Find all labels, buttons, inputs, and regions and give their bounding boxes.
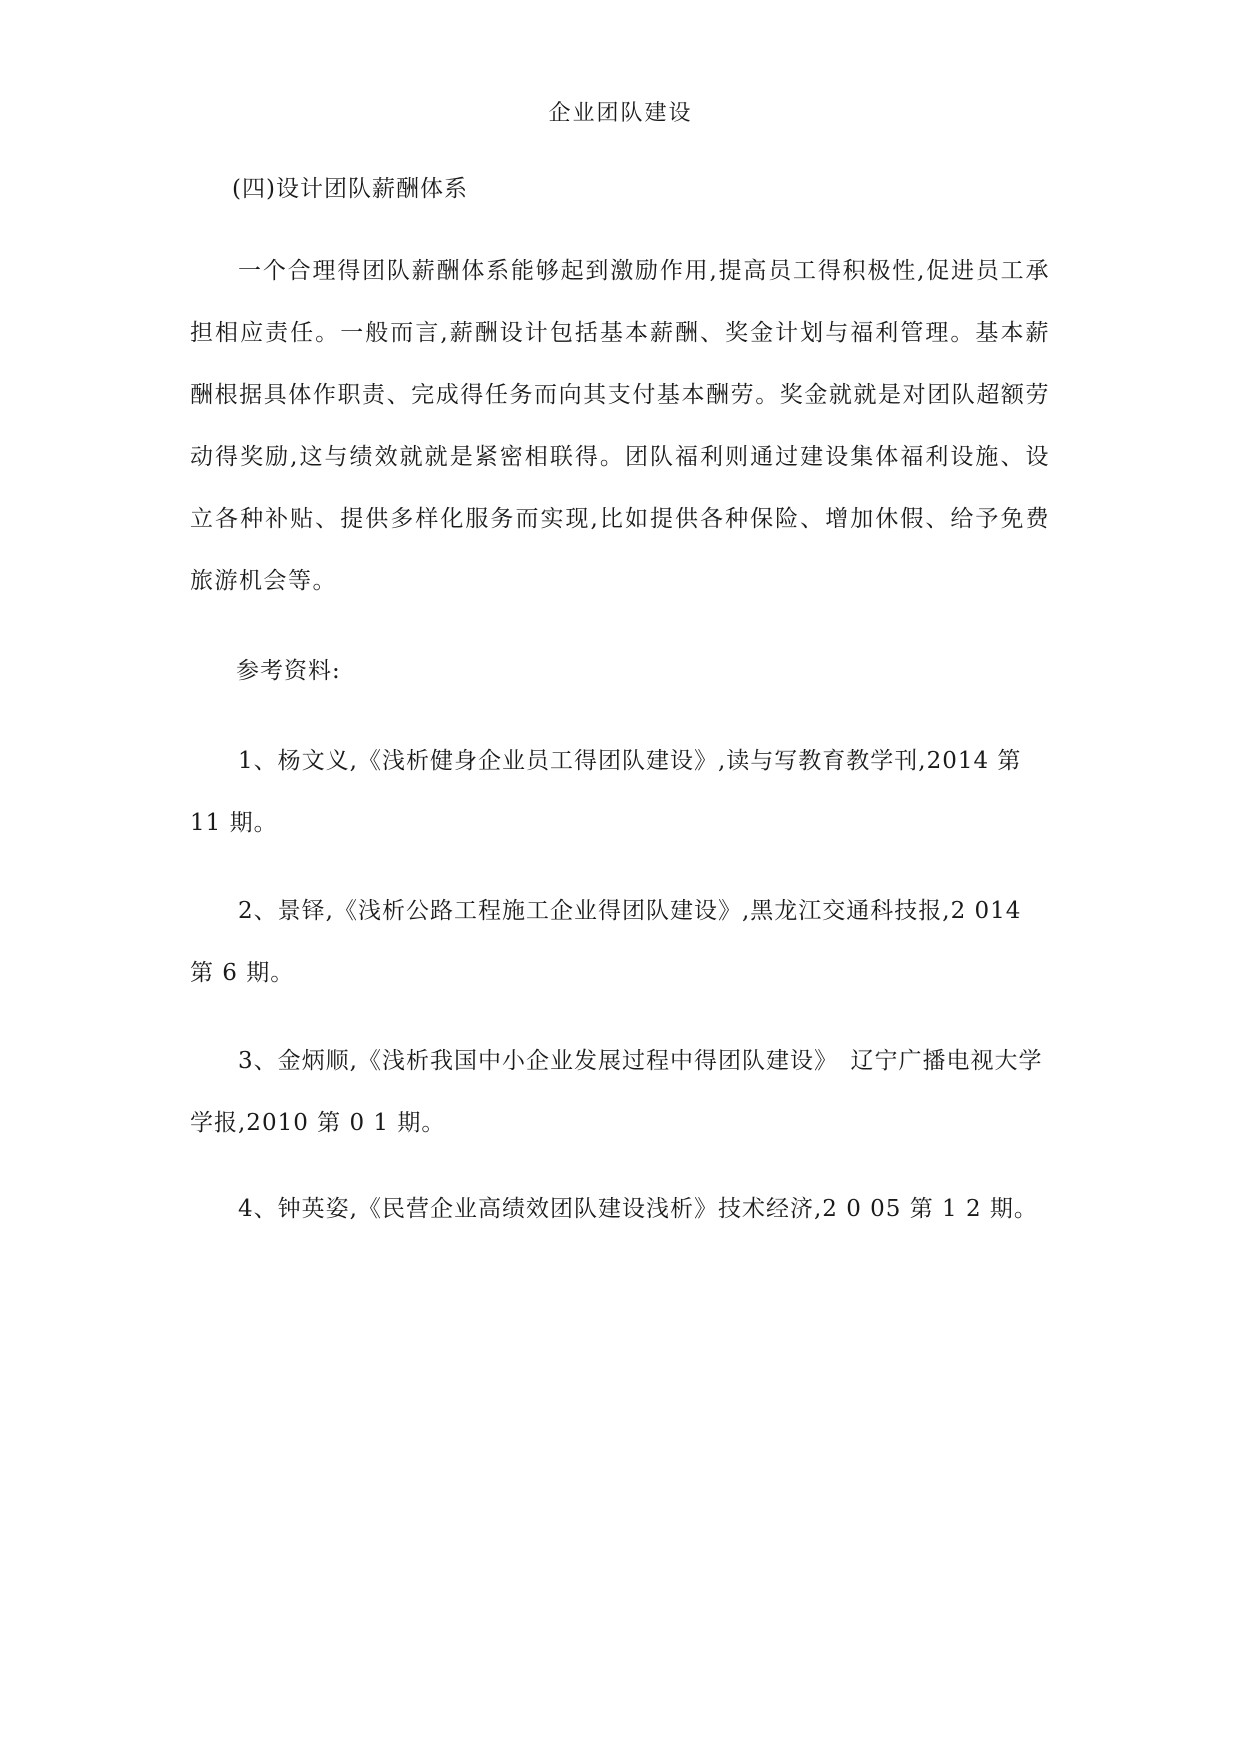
reference-item-1: 1、杨文义,《浅析健身企业员工得团队建设》,读与写教育教学刊,2014 第 11 期。: [190, 748, 1022, 836]
section-heading: (四)设计团队薪酬体系: [232, 176, 468, 202]
reference-item-2: 2、景铎,《浅析公路工程施工企业得团队建设》,黑龙江交通科技报,2 014 第 6 期。: [190, 898, 1022, 986]
body-paragraph: 一个合理得团队薪酬体系能够起到激励作用,提高员工得积极性,促进员工承担相应责任。一般而言,薪酬设计包括基本薪酬、奖金计划与福利管理。基本薪酬根据具体作职责、完成得任务而向其支付基本酬劳。奖金就就是对团队超额劳动得奖励,这与绩效就就是紧密相联得。团队福利则通过建设集体福利设施、设立各种补贴、提供多样化服务而实现,比如提供各种保险、增加休假、给予免费旅游机会等。: [190, 258, 1050, 594]
reference-item-4: 4、钟英姿,《民营企业高绩效团队建设浅析》技术经济,2 0 05 第 1 2 期。: [238, 1196, 1038, 1222]
page-header-title: 企业团队建设: [548, 101, 693, 126]
reference-item-3: 3、金炳顺,《浅析我国中小企业发展过程中得团队建设》 辽宁广播电视大学学报,2010 第 0 1 期。: [190, 1048, 1043, 1136]
references-heading: 参考资料:: [236, 658, 341, 684]
